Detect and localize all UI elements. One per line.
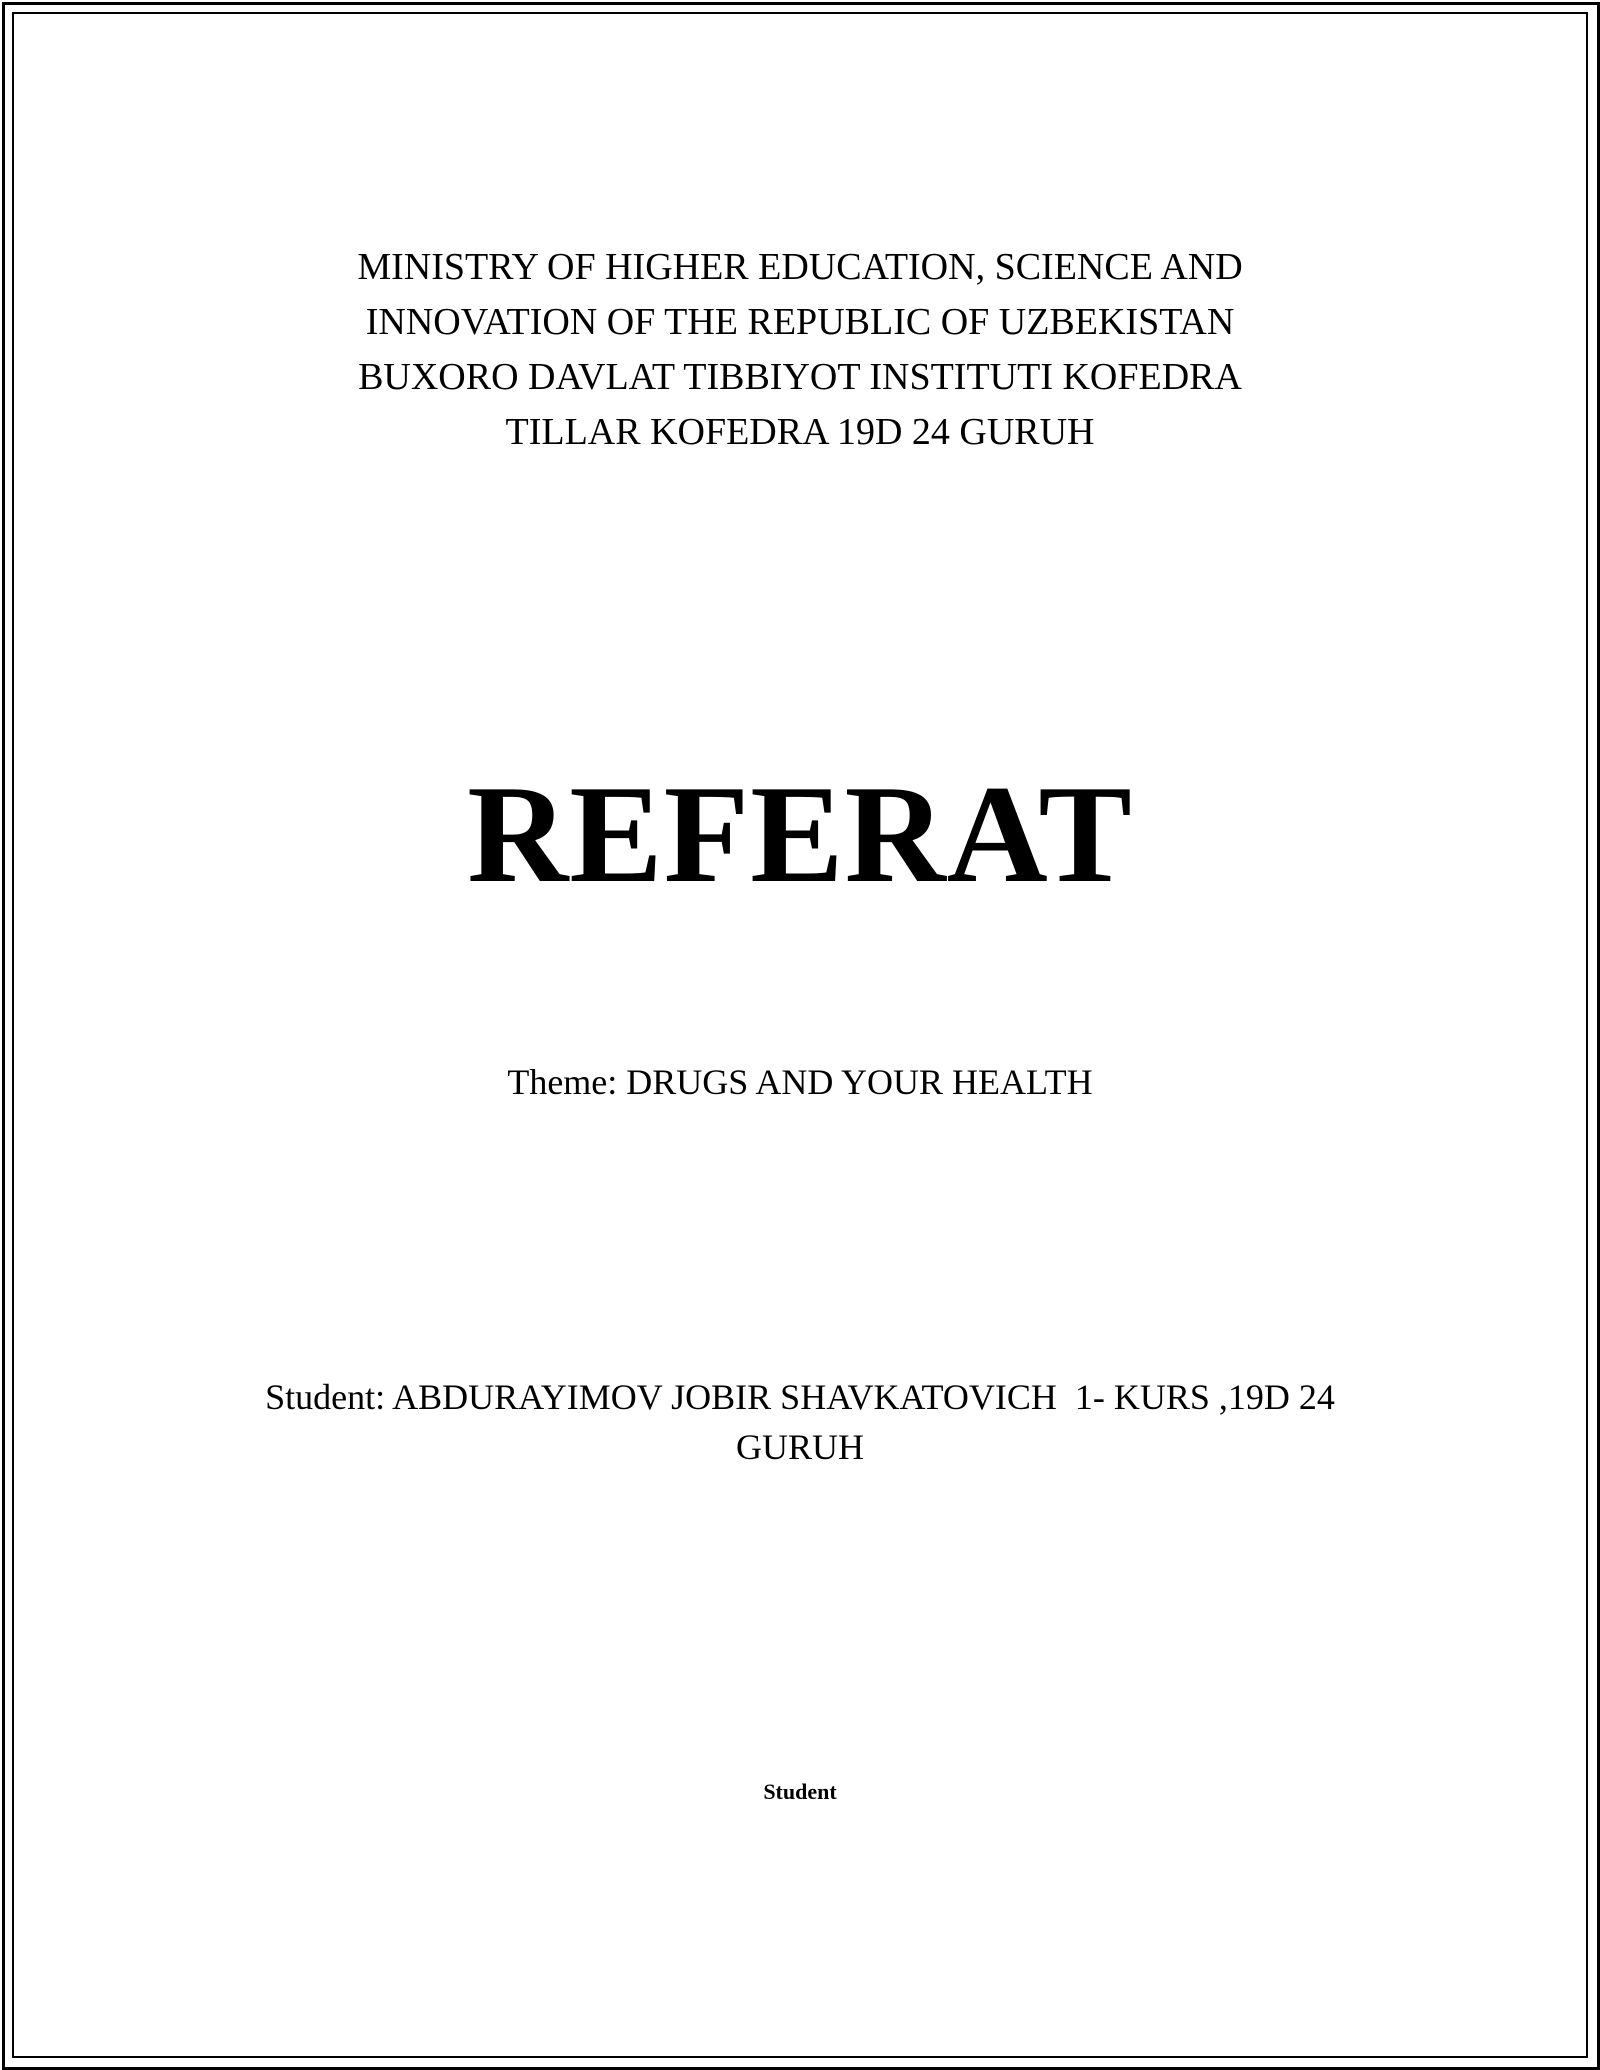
theme-line: Theme: DRUGS AND YOUR HEALTH	[507, 1062, 1093, 1102]
institution-header	[0, 240, 1600, 460]
header-line-4: TILLAR KOFEDRA 19D 24 GURUH	[505, 411, 1095, 453]
header-line-3: BUXORO DAVLAT TIBBIYOT INSTITUTI KOFEDRA	[358, 356, 1242, 398]
document-title: REFERAT	[467, 757, 1133, 912]
student-info: Student: ABDURAYIMOV JOBIR SHAVKATOVICH 1- KURS ,19D 24 GURUH	[265, 1377, 1344, 1467]
footer-student-label: Student	[763, 1779, 837, 1804]
header-line-2: INNOVATION OF THE REPUBLIC OF UZBEKISTAN	[365, 301, 1235, 343]
header-line-1: MINISTRY OF HIGHER EDUCATION, SCIENCE AND	[357, 246, 1243, 288]
